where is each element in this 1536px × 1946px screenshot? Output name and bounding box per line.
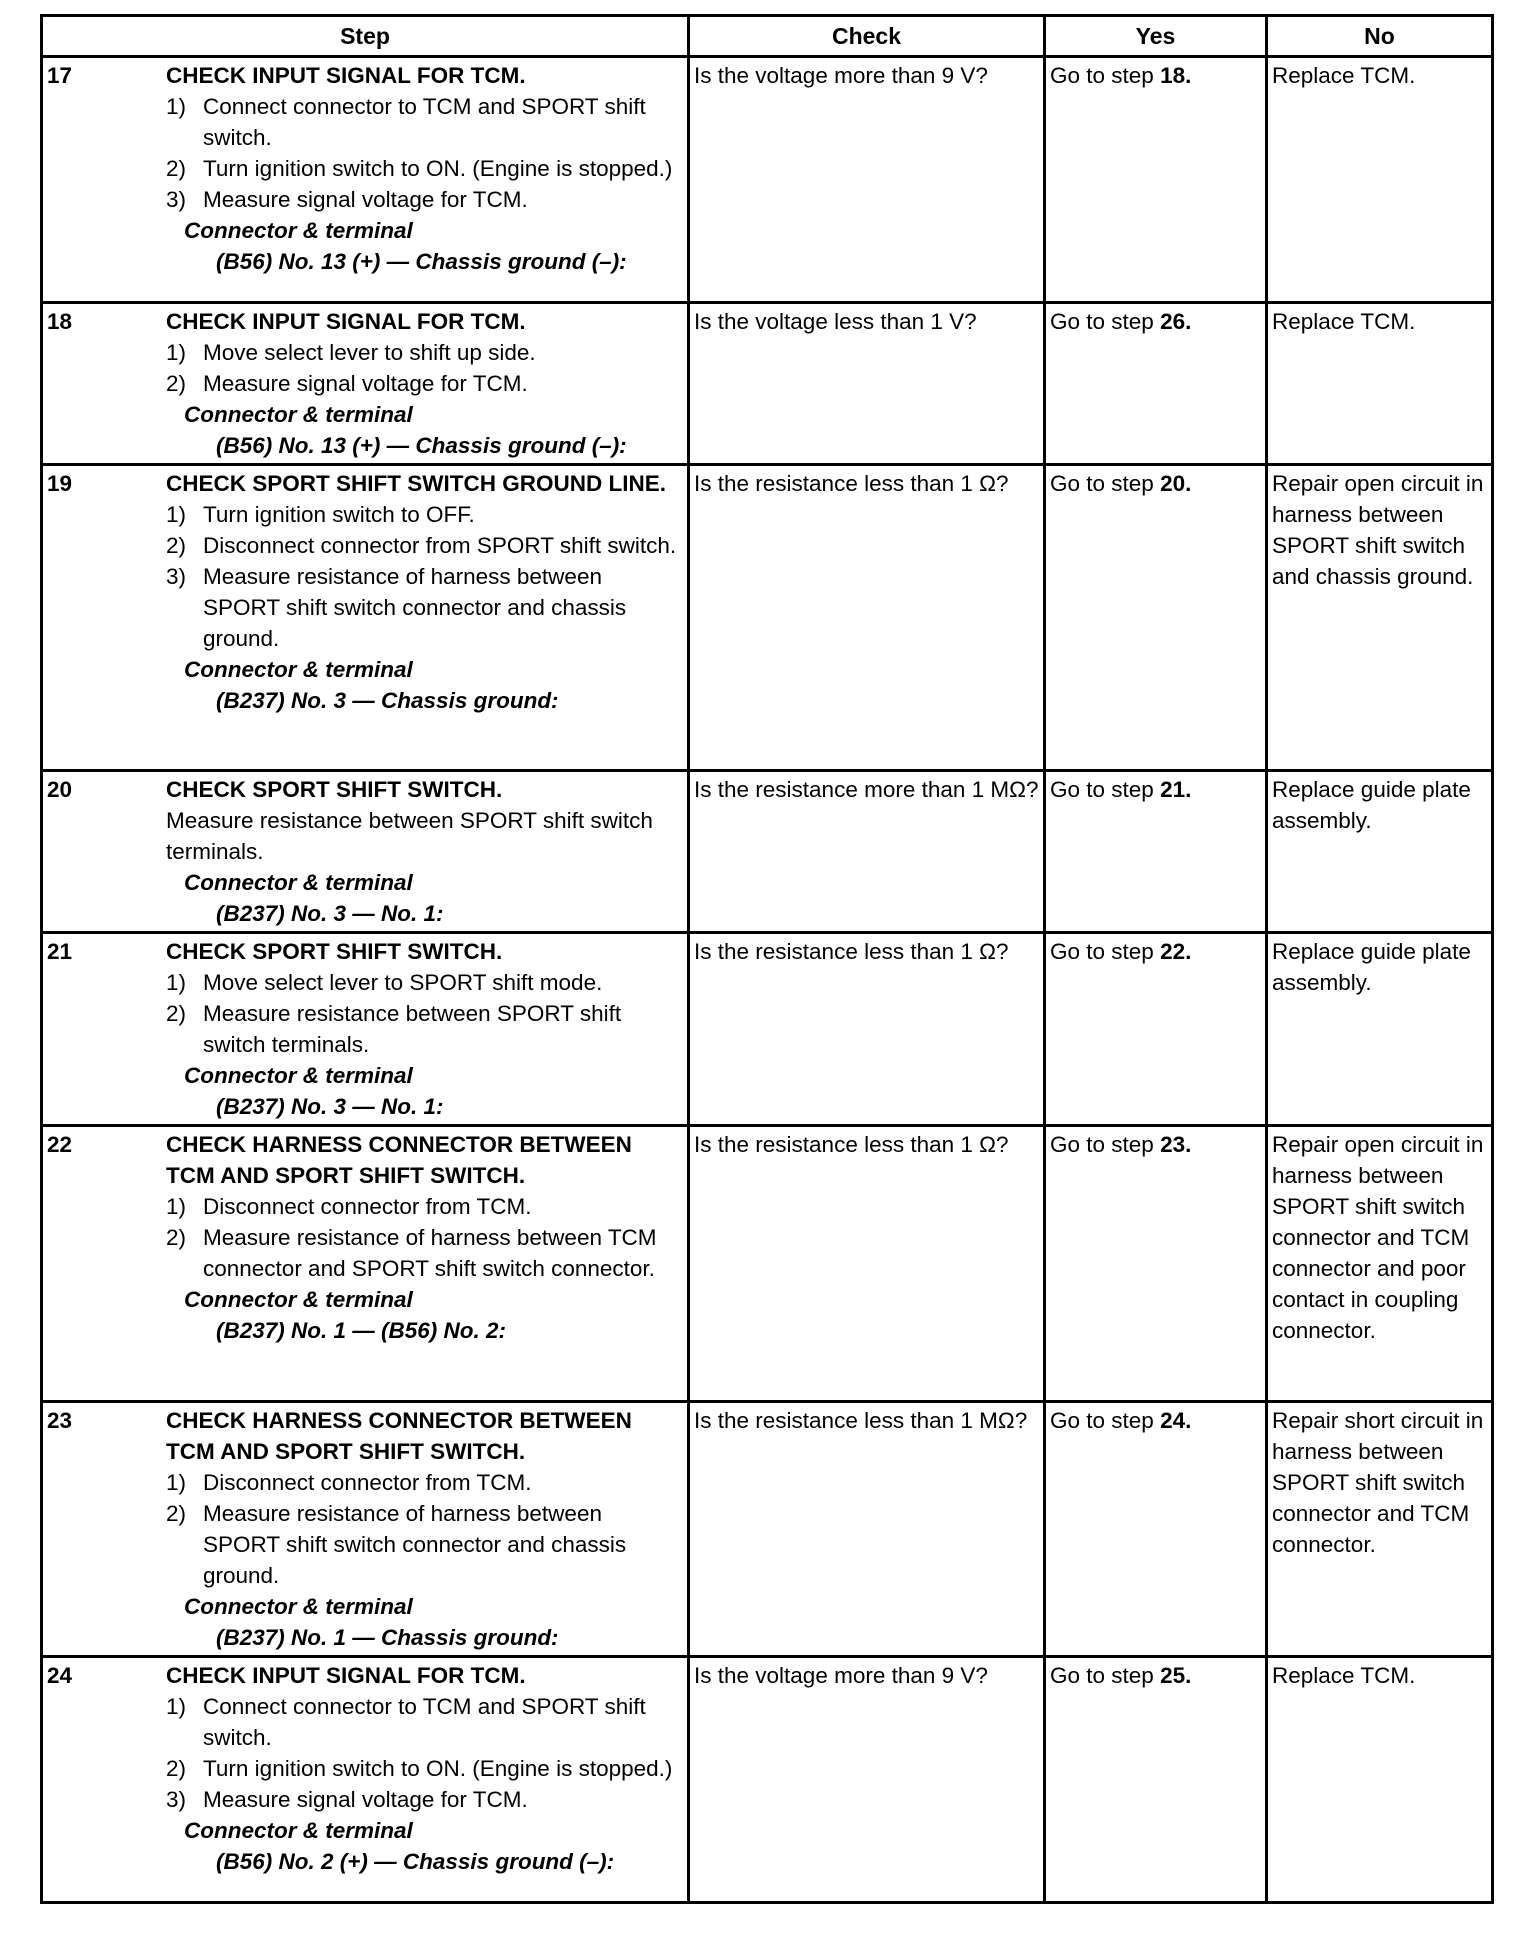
check-cell: Is the resistance less than 1 MΩ?	[689, 1402, 1045, 1657]
connector-label: Connector & terminal	[184, 1063, 413, 1088]
step-title: CHECK HARNESS CONNECTOR BETWEEN TCM AND SPORT SHIFT SWITCH.	[166, 1408, 632, 1464]
yes-cell: Go to step 22.	[1045, 933, 1267, 1126]
check-cell: Is the voltage less than 1 V?	[689, 303, 1045, 465]
step-number: 21	[47, 939, 73, 964]
connector-terminal: (B237) No. 1 — Chassis ground:	[216, 1625, 559, 1650]
yes-step-number: 23.	[1160, 1132, 1192, 1157]
check-cell: Is the resistance less than 1 Ω?	[689, 933, 1045, 1126]
step-item: 3) Measure signal voltage for TCM.	[166, 1787, 528, 1812]
step-title: CHECK HARNESS CONNECTOR BETWEEN TCM AND SPORT SHIFT SWITCH.	[166, 1132, 632, 1188]
yes-cell: Go to step 20.	[1045, 465, 1267, 771]
yes-step-number: 21.	[1160, 777, 1192, 802]
yes-cell: Go to step 25.	[1045, 1657, 1267, 1903]
step-item: 2) Disconnect connector from SPORT shift switch.	[166, 533, 677, 558]
yes-cell: Go to step 26.	[1045, 303, 1267, 465]
no-cell: Repair open circuit in harness between SPORT shift switch connector and TCM connector and poor contact in coupling connector.	[1267, 1126, 1493, 1402]
header-step: Step	[42, 16, 689, 57]
step-number: 20	[47, 777, 73, 802]
step-title: CHECK SPORT SHIFT SWITCH GROUND LINE.	[166, 471, 666, 496]
step-item: 2) Turn ignition switch to ON. (Engine is stopped.)	[166, 156, 673, 181]
step-item: 1) Connect connector to TCM and SPORT shift switch.	[166, 94, 646, 150]
yes-step-number: 24.	[1160, 1408, 1192, 1433]
step-title: CHECK INPUT SIGNAL FOR TCM.	[166, 1663, 526, 1688]
yes-step-number: 20.	[1160, 471, 1192, 496]
step-item: 3) Measure signal voltage for TCM.	[166, 187, 528, 212]
yes-step-number: 25.	[1160, 1663, 1192, 1688]
connector-terminal: (B56) No. 2 (+) — Chassis ground (–):	[216, 1849, 615, 1874]
step-title: CHECK SPORT SHIFT SWITCH.	[166, 777, 503, 802]
check-cell: Is the voltage more than 9 V?	[689, 57, 1045, 303]
check-cell: Is the voltage more than 9 V?	[689, 1657, 1045, 1903]
step-item: 1) Turn ignition switch to OFF.	[166, 502, 475, 527]
check-cell: Is the resistance less than 1 Ω?	[689, 1126, 1045, 1402]
step-item: 3) Measure resistance of harness between SPORT shift switch connector and chassis ground.	[166, 564, 627, 651]
header-check: Check	[689, 16, 1045, 57]
no-cell: Repair open circuit in harness between SPORT shift switch and chassis ground.	[1267, 465, 1493, 771]
step-cell	[42, 1126, 689, 1402]
connector-label: Connector & terminal	[184, 218, 413, 243]
yes-step-number: 26.	[1160, 309, 1192, 334]
step-number: 22	[47, 1132, 73, 1157]
step-item: 1) Connect connector to TCM and SPORT shift switch.	[166, 1694, 646, 1750]
table-row	[42, 933, 1493, 1126]
table-row	[42, 1126, 1493, 1402]
yes-cell: Go to step 18.	[1045, 57, 1267, 303]
connector-terminal: (B56) No. 13 (+) — Chassis ground (–):	[216, 249, 627, 274]
step-number: 24	[47, 1663, 73, 1688]
connector-terminal: (B237) No. 3 — No. 1:	[216, 901, 444, 926]
step-cell	[42, 1657, 689, 1903]
step-cell	[42, 303, 689, 465]
connector-terminal: (B56) No. 13 (+) — Chassis ground (–):	[216, 433, 627, 458]
step-number: 19	[47, 471, 73, 496]
connector-terminal: (B237) No. 3 — Chassis ground:	[216, 688, 559, 713]
step-cell	[42, 465, 689, 771]
no-cell: Replace TCM.	[1267, 303, 1493, 465]
step-title: CHECK SPORT SHIFT SWITCH.	[166, 939, 503, 964]
connector-label: Connector & terminal	[184, 1287, 413, 1312]
step-item: 2) Measure resistance between SPORT shift switch terminals.	[166, 1001, 622, 1057]
step-cell	[42, 933, 689, 1126]
no-cell: Repair short circuit in harness between SPORT shift switch connector and TCM connector.	[1267, 1402, 1493, 1657]
step-item: 2) Measure resistance of harness between SPORT shift switch connector and chassis ground.	[166, 1501, 627, 1588]
step-item: 2) Turn ignition switch to ON. (Engine is stopped.)	[166, 1756, 673, 1781]
table-row	[42, 1402, 1493, 1657]
connector-label: Connector & terminal	[184, 657, 413, 682]
table-row	[42, 303, 1493, 465]
yes-cell: Go to step 23.	[1045, 1126, 1267, 1402]
diagnostic-table	[40, 14, 1494, 1904]
header-no: No	[1267, 16, 1493, 57]
yes-step-number: 22.	[1160, 939, 1192, 964]
no-cell: Replace TCM.	[1267, 1657, 1493, 1903]
step-item: 1) Move select lever to SPORT shift mode.	[166, 970, 603, 995]
yes-step-number: 18.	[1160, 63, 1192, 88]
connector-label: Connector & terminal	[184, 402, 413, 427]
yes-cell: Go to step 21.	[1045, 771, 1267, 933]
table-row	[42, 1657, 1493, 1903]
step-item: 1) Disconnect connector from TCM.	[166, 1470, 532, 1495]
step-item: 1) Disconnect connector from TCM.	[166, 1194, 532, 1219]
step-number: 18	[47, 309, 73, 334]
step-title: CHECK INPUT SIGNAL FOR TCM.	[166, 63, 526, 88]
no-cell: Replace guide plate assembly.	[1267, 771, 1493, 933]
header-yes: Yes	[1045, 16, 1267, 57]
step-item: 2) Measure signal voltage for TCM.	[166, 371, 528, 396]
step-number: 23	[47, 1408, 73, 1433]
table-header-row	[42, 16, 1493, 57]
table-row	[42, 465, 1493, 771]
check-cell: Is the resistance more than 1 MΩ?	[689, 771, 1045, 933]
connector-label: Connector & terminal	[184, 870, 413, 895]
yes-cell: Go to step 24.	[1045, 1402, 1267, 1657]
step-title: CHECK INPUT SIGNAL FOR TCM.	[166, 309, 526, 334]
connector-label: Connector & terminal	[184, 1594, 413, 1619]
step-cell	[42, 1402, 689, 1657]
connector-terminal: (B237) No. 3 — No. 1:	[216, 1094, 444, 1119]
step-instruction: Measure resistance between SPORT shift switch terminals.	[166, 808, 653, 864]
diagnostic-procedure-page	[40, 14, 1491, 1904]
no-cell: Replace TCM.	[1267, 57, 1493, 303]
no-cell: Replace guide plate assembly.	[1267, 933, 1493, 1126]
step-item: 2) Measure resistance of harness between TCM connector and SPORT shift switch connector.	[166, 1225, 657, 1281]
check-cell: Is the resistance less than 1 Ω?	[689, 465, 1045, 771]
step-cell	[42, 57, 689, 303]
step-number: 17	[47, 63, 73, 88]
table-row	[42, 57, 1493, 303]
step-item: 1) Move select lever to shift up side.	[166, 340, 536, 365]
connector-label: Connector & terminal	[184, 1818, 413, 1843]
table-row	[42, 771, 1493, 933]
step-cell	[42, 771, 689, 933]
connector-terminal: (B237) No. 1 — (B56) No. 2:	[216, 1318, 507, 1343]
